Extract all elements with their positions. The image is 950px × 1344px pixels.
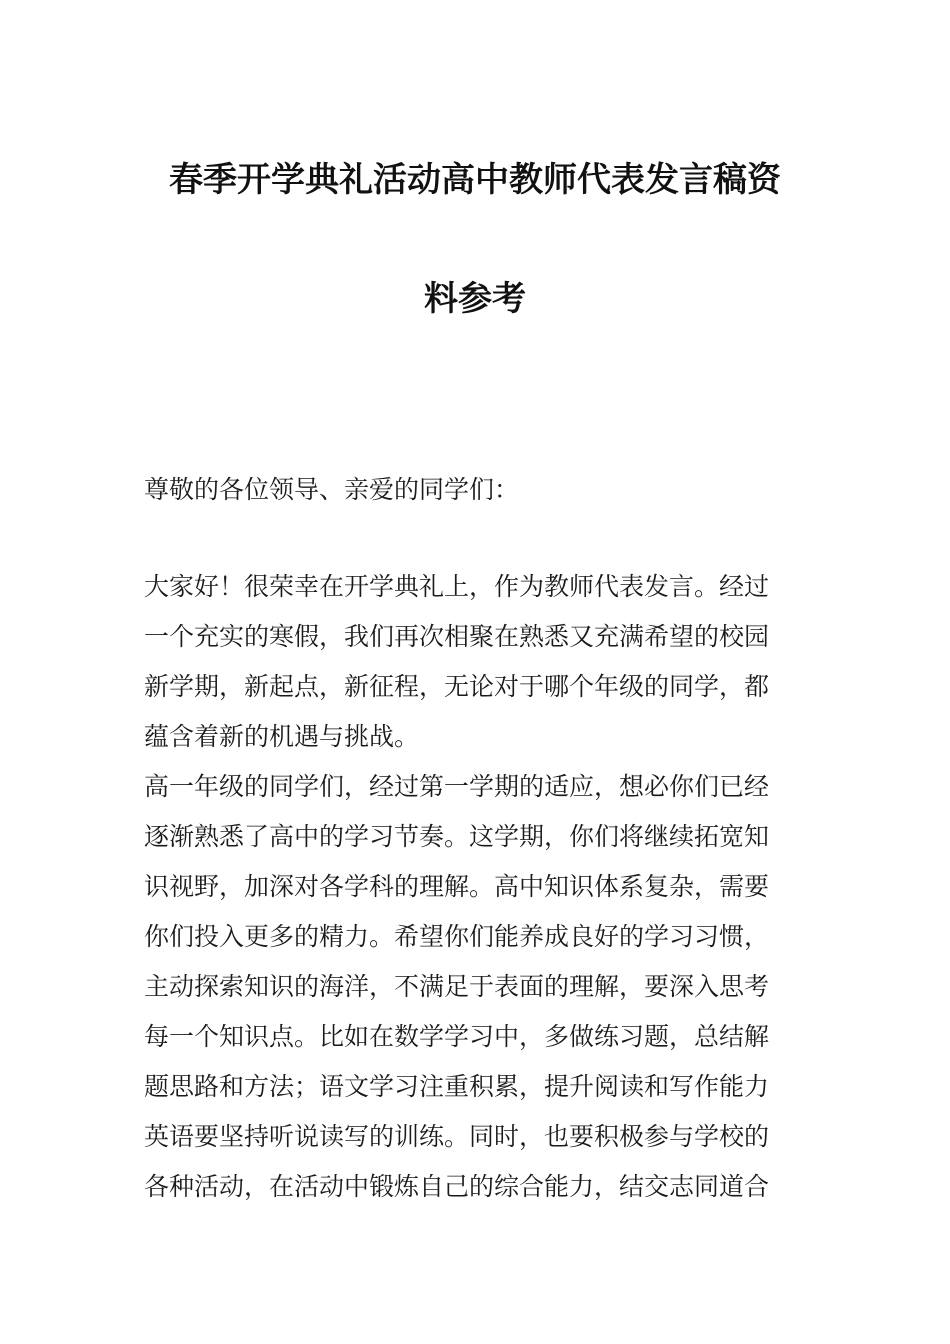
body-line: 题思路和方法；语文学习注重积累，提升阅读和写作能力 xyxy=(144,1072,770,1101)
body-line: 新学期，新起点，新征程，无论对于哪个年级的同学，都 xyxy=(144,672,770,701)
body-line: 高一年级的同学们，经过第一学期的适应，想必你们已经 xyxy=(144,772,770,801)
salutation: 尊敬的各位领导、亲爱的同学们： xyxy=(144,475,520,504)
body-line: 大家好！很荣幸在开学典礼上，作为教师代表发言。经过 xyxy=(144,572,770,601)
body-line: 主动探索知识的海洋，不满足于表面的理解，要深入思考 xyxy=(144,972,770,1001)
document-title-line-1: 春季开学典礼活动高中教师代表发言稿资 xyxy=(169,160,781,200)
body-line: 蕴含着新的机遇与挑战。 xyxy=(144,722,420,751)
body-line: 你们投入更多的精力。希望你们能养成良好的学习习惯， xyxy=(144,922,770,951)
body-text xyxy=(144,569,806,1219)
body-line: 英语要坚持听说读写的训练。同时，也要积极参与学校的 xyxy=(144,1122,770,1151)
body-line: 每一个知识点。比如在数学学习中，多做练习题，总结解 xyxy=(144,1022,770,1051)
body-line: 逐渐熟悉了高中的学习节奏。这学期，你们将继续拓宽知 xyxy=(144,822,770,851)
body-line: 各种活动，在活动中锻炼自己的综合能力，结交志同道合 xyxy=(144,1172,770,1201)
body-line: 识视野，加深对各学科的理解。高中知识体系复杂，需要 xyxy=(144,872,770,901)
document-title-line-2: 料参考 xyxy=(424,279,526,319)
body-line: 一个充实的寒假，我们再次相聚在熟悉又充满希望的校园 xyxy=(144,622,770,651)
